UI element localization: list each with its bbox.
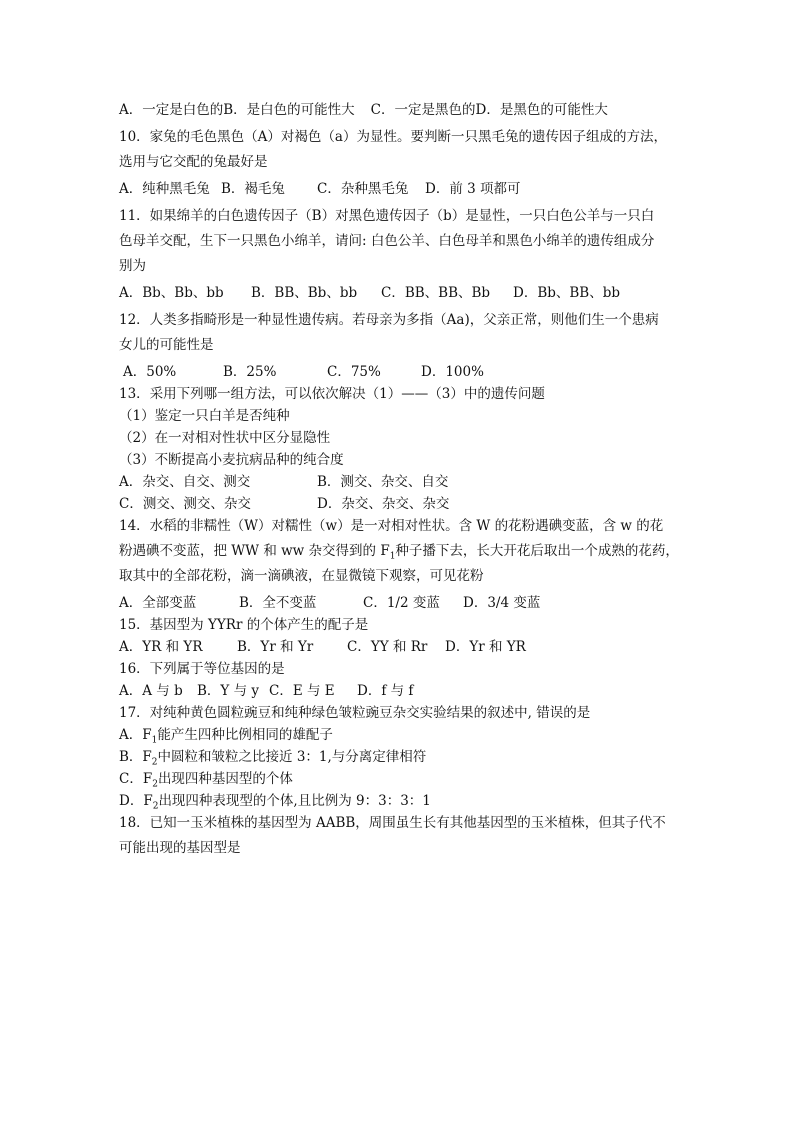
q17-option-d-label: D．F xyxy=(119,793,153,809)
q10-stem-line2: 选用与它交配的兔最好是 xyxy=(119,154,268,170)
q14-stem-line2-end: 种子播下去，长大开花后取出一个成熟的花药， xyxy=(395,543,679,559)
q17-option-c xyxy=(119,769,679,789)
q10-option-b: B．褐毛兔 xyxy=(221,181,285,197)
q17-option-a-label: A．F xyxy=(119,727,152,743)
q11-options xyxy=(119,283,679,303)
q10-stem-line1: 10．家兔的毛色黑色（A）对褐色（a）为显性。要判断一只黑毛兔的遗传因子组成的方法， xyxy=(119,129,667,145)
q13-option-d: D．杂交、杂交、杂交 xyxy=(317,496,450,512)
q11-option-d: D．Bb、BB、bb xyxy=(513,285,621,301)
q10-option-c: C．杂种黑毛兔 xyxy=(317,181,409,197)
q17-option-b-text: 中圆粒和皱粒之比接近 3：1,与分离定律相符 xyxy=(157,749,427,765)
q14-f-subscript: 1 xyxy=(389,551,396,562)
q11-option-a: A．Bb、Bb、bb xyxy=(119,285,224,301)
q15-stem: 15．基因型为 YYRr 的个体产生的配子是 xyxy=(119,617,369,633)
q17-option-d-text: 出现四种表现型的个体,且比例为 9：3：3：1 xyxy=(158,793,431,809)
q17-option-c-subscript: 2 xyxy=(152,779,158,790)
q16-option-b: B．Y 与 y xyxy=(197,683,260,699)
q12-options xyxy=(119,362,679,382)
q15-option-a: A．YR 和 YR xyxy=(119,639,203,655)
q11-option-b: B．BB、Bb、bb xyxy=(251,285,358,301)
q13-option-a: A．杂交、自交、测交 xyxy=(119,474,251,490)
q13-option-c: C．测交、测交、杂交 xyxy=(119,496,251,512)
q16-option-a: A．A 与 b xyxy=(119,683,183,699)
q15-options xyxy=(119,637,679,657)
q14-stem-line2-start: 粉遇碘不变蓝，把 WW 和 ww 杂交得到的 F xyxy=(119,543,390,559)
q14-options xyxy=(119,593,679,613)
question-list xyxy=(119,100,679,865)
q17-option-a-subscript: 1 xyxy=(151,735,158,746)
q14-option-b: B．全不变蓝 xyxy=(239,595,317,611)
q16-options xyxy=(119,681,679,701)
q17-option-d xyxy=(119,791,679,811)
q9-options xyxy=(119,100,679,120)
q17-option-a xyxy=(119,725,679,745)
q13-options-row1 xyxy=(119,472,679,492)
q15-option-c: C．YY 和 Rr xyxy=(347,639,428,655)
q9-option-a: A．一定是白色的 xyxy=(119,102,224,118)
q14-option-c: C．1/2 变蓝 xyxy=(363,595,440,611)
q14-stem-line3: 取其中的全部花粉，滴一滴碘液，在显微镜下观察，可见花粉 xyxy=(119,568,484,584)
q12-stem-line1: 12．人类多指畸形是一种显性遗传病。若母亲为多指（Aa)，父亲正常，则他们生一个患病 xyxy=(119,312,659,328)
q9-option-b: B．是白色的可能性大 xyxy=(223,102,355,118)
q17-option-c-label: C．F xyxy=(119,771,153,787)
q11-stem-line2: 色母羊交配，生下一只黑色小绵羊，请问: 白色公羊、白色母羊和黑色小绵羊的遗传组成分 xyxy=(119,233,655,249)
q17-stem: 17．对纯种黄色圆粒豌豆和纯种绿色皱粒豌豆杂交实验结果的叙述中, 错误的是 xyxy=(119,705,591,721)
q14-option-d: D．3/4 变蓝 xyxy=(463,595,541,611)
q13-options-row2 xyxy=(119,494,679,514)
q13-item-1: （1）鉴定一只白羊是否纯种 xyxy=(119,408,290,424)
q13-stem: 13．采用下列哪一组方法，可以依次解决（1）——（3）中的遗传问题 xyxy=(119,386,545,402)
q16-option-c: C．E 与 E xyxy=(269,683,335,699)
q16-option-d: D．f 与 f xyxy=(357,683,414,699)
q17-option-a-text: 能产生四种比例相同的雄配子 xyxy=(157,727,333,743)
q12-option-c: C．75% xyxy=(327,364,381,380)
q13-option-b: B．测交、杂交、自交 xyxy=(317,474,449,490)
q9-option-d: D．是黑色的可能性大 xyxy=(475,102,608,118)
q9-option-c: C．一定是黑色的 xyxy=(370,102,476,118)
q14-stem-line2 xyxy=(119,541,679,561)
q10-options xyxy=(119,179,679,199)
q12-option-b: B．25% xyxy=(223,364,277,380)
q17-option-d-subscript: 2 xyxy=(152,801,159,812)
q14-stem-line1: 14．水稻的非糯性（W）对糯性（w）是一对相对性状。含 W 的花粉遇碘变蓝，含 w 的花 xyxy=(119,518,664,534)
q16-stem: 16．下列属于等位基因的是 xyxy=(119,661,285,677)
q12-option-d: D．100% xyxy=(421,364,484,380)
q11-stem-line1: 11．如果绵羊的白色遗传因子（B）对黑色遗传因子（b）是显性，一只白色公羊与一只白 xyxy=(119,208,655,224)
q14-option-a: A．全部变蓝 xyxy=(119,595,197,611)
q17-option-c-text: 出现四种基因型的个体 xyxy=(157,771,293,787)
q12-stem-line2: 女儿的可能性是 xyxy=(119,337,214,353)
q12-option-a: A．50% xyxy=(123,364,177,380)
q17-option-b-label: B．F xyxy=(119,749,152,765)
q17-option-b-subscript: 2 xyxy=(151,757,158,768)
q18-stem-line1: 18．已知一玉米植株的基因型为 AABB，周围虽生长有其他基因型的玉米植株，但其子代不 xyxy=(119,815,666,831)
q17-option-b xyxy=(119,747,679,767)
q13-item-2: （2）在一对相对性状中区分显隐性 xyxy=(119,430,331,446)
q11-option-c: C．BB、BB、Bb xyxy=(381,285,491,301)
q15-option-d: D．Yr 和 YR xyxy=(445,639,526,655)
q10-option-a: A．纯种黑毛兔 xyxy=(119,181,210,197)
q15-option-b: B．Yr 和 Yr xyxy=(237,639,314,655)
q11-stem-line3: 别为 xyxy=(119,258,146,274)
q13-item-3: （3）不断提高小麦抗病品种的纯合度 xyxy=(119,452,344,468)
q18-stem-line2: 可能出现的基因型是 xyxy=(119,840,241,856)
q10-option-d: D．前 3 项都可 xyxy=(425,181,521,197)
